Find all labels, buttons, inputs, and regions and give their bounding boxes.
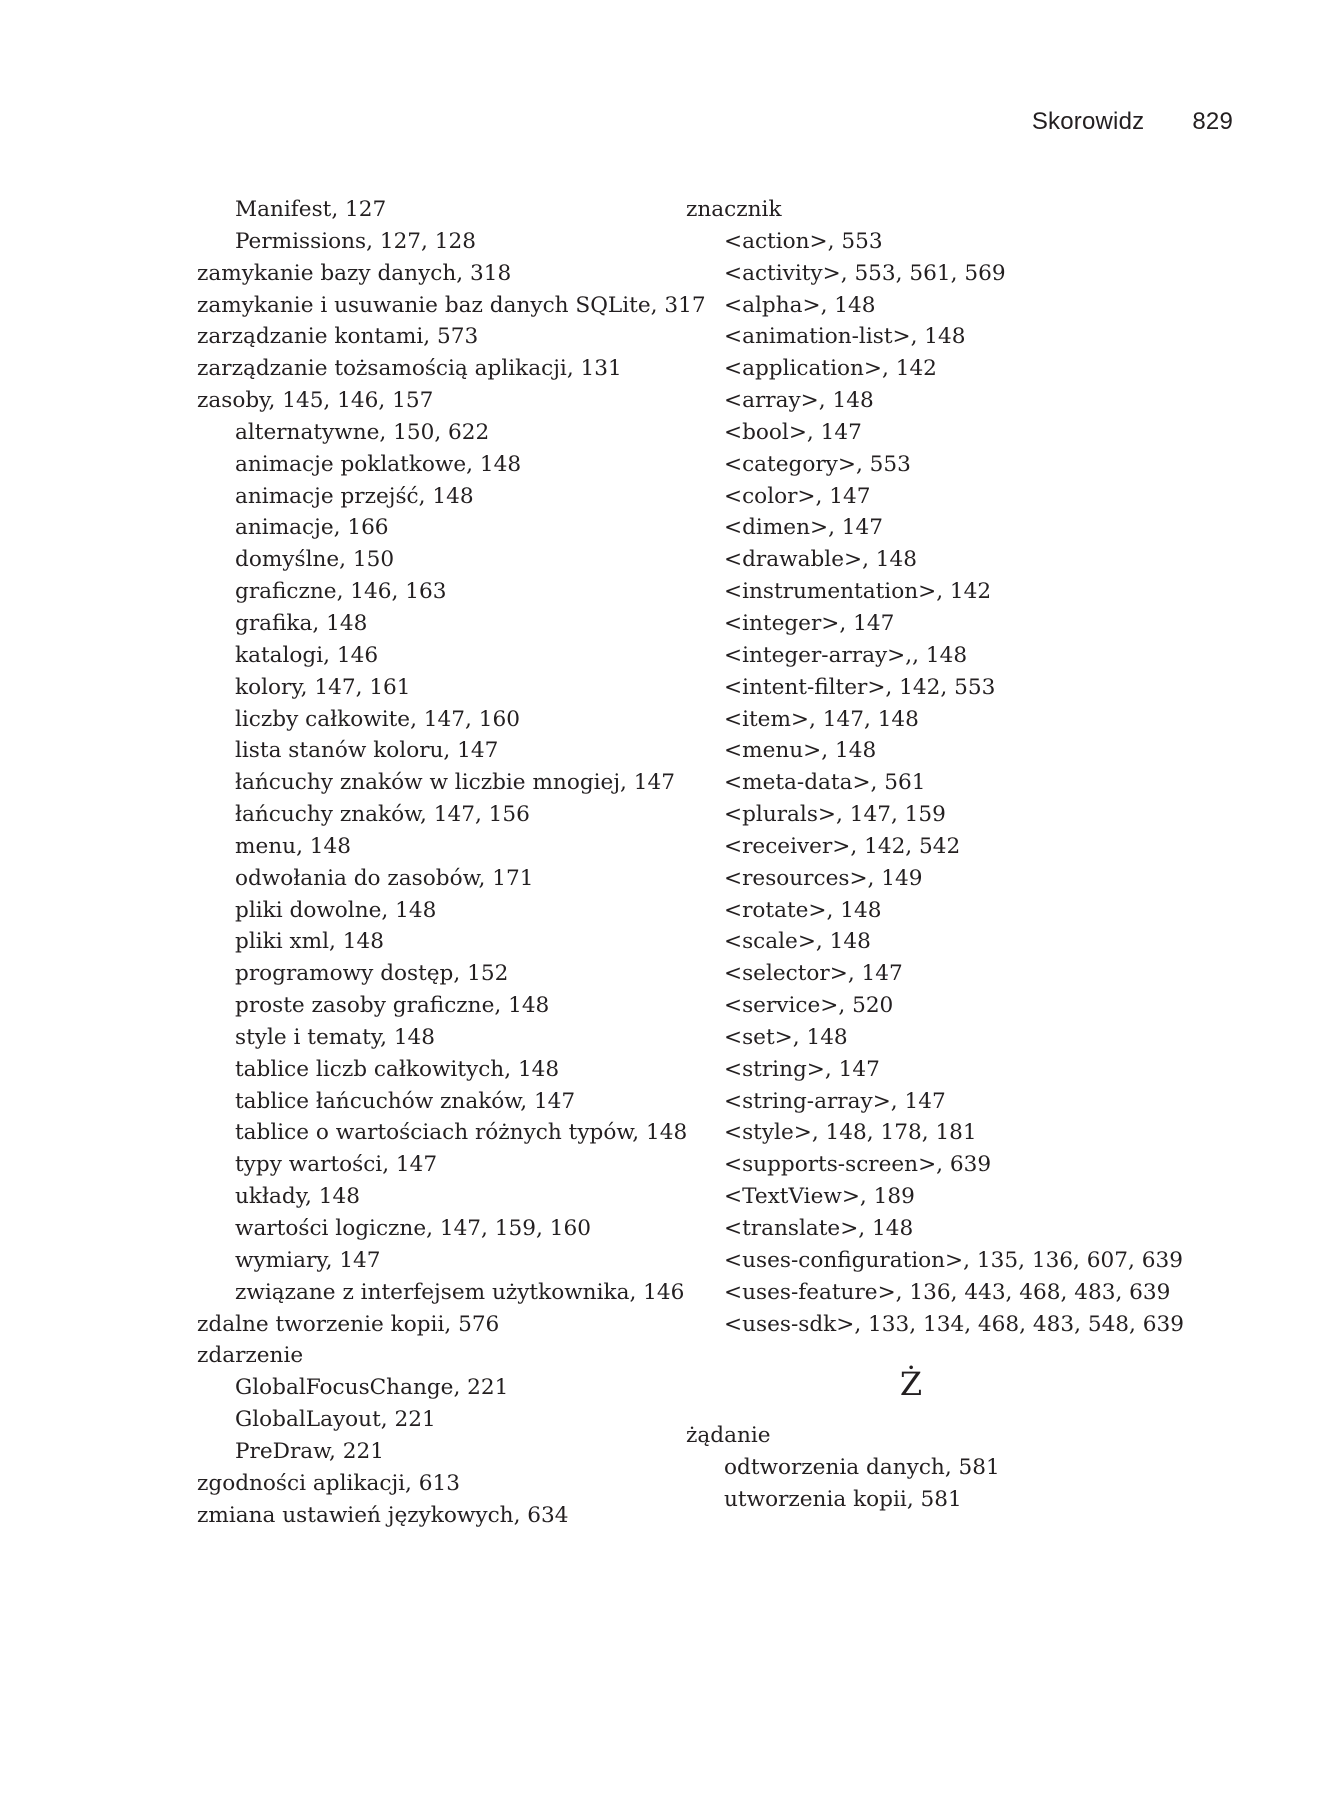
- index-subentry: proste zasoby graficzne, 148: [235, 993, 550, 1019]
- index-subentry: <action>, 553: [724, 228, 883, 254]
- index-subentry: menu, 148: [235, 833, 352, 859]
- index-subentry: łańcuchy znaków w liczbie mnogiej, 147: [235, 770, 675, 796]
- index-subentry: <plurals>, 147, 159: [724, 802, 946, 828]
- index-subentry: programowy dostęp, 152: [235, 961, 509, 987]
- index-subentry: związane z interfejsem użytkownika, 146: [235, 1279, 685, 1305]
- index-subentry: <TextView>, 189: [724, 1184, 915, 1210]
- index-subentry: <rotate>, 148: [724, 897, 882, 923]
- index-group-z: [686, 194, 1184, 1340]
- index-column-right: [686, 194, 1184, 1516]
- index-subentry: Manifest, 127: [235, 197, 387, 222]
- index-subentry: animacje, 166: [235, 515, 389, 541]
- index-subentry: <integer>, 147: [724, 610, 895, 636]
- index-entry: zarządzanie kontami, 573: [197, 324, 479, 350]
- index-subentry: domyślne, 150: [235, 547, 395, 573]
- index-subentry: typy wartości, 147: [235, 1152, 438, 1178]
- index-subentry: <drawable>, 148: [724, 547, 918, 573]
- index-subentry: katalogi, 146: [235, 642, 379, 668]
- index-subentry: tablice liczb całkowitych, 148: [235, 1056, 560, 1082]
- index-subentry: <service>, 520: [724, 993, 894, 1019]
- index-subentry: <application>, 142: [724, 356, 937, 382]
- index-subentry: tablice łańcuchów znaków, 147: [235, 1088, 576, 1114]
- section-title: Skorowidz: [1031, 108, 1145, 135]
- index-subentry: <intent-filter>, 142, 553: [724, 674, 996, 700]
- index-subentry: <resources>, 149: [724, 865, 923, 891]
- running-head: [1032, 108, 1233, 136]
- index-subentry: <alpha>, 148: [724, 292, 876, 318]
- index-subentry: <category>, 553: [724, 451, 911, 477]
- index-entry: zdarzenie: [197, 1343, 304, 1369]
- index-subentry: pliki dowolne, 148: [235, 897, 437, 923]
- index-subentry: graficzne, 146, 163: [235, 579, 447, 605]
- index-subentry: odtworzenia danych, 581: [724, 1455, 1000, 1481]
- index-subentry: <array>, 148: [724, 388, 874, 414]
- index-subentry: <string>, 147: [724, 1056, 880, 1082]
- index-subentry: style i tematy, 148: [235, 1024, 436, 1050]
- index-subentry: <item>, 147, 148: [724, 706, 919, 732]
- index-subentry: GlobalLayout, 221: [235, 1407, 436, 1433]
- index-subentry: <integer-array>,, 148: [724, 642, 968, 668]
- index-entry: zarządzanie tożsamością aplikacji, 131: [197, 356, 622, 382]
- index-subentry: alternatywne, 150, 622: [235, 419, 490, 445]
- index-subentry: <uses-configuration>, 135, 136, 607, 639: [724, 1247, 1183, 1273]
- index-subentry: <selector>, 147: [724, 961, 903, 987]
- index-entry: żądanie: [686, 1423, 771, 1449]
- index-subentry: grafika, 148: [235, 610, 368, 636]
- index-subentry: <receiver>, 142, 542: [724, 833, 961, 859]
- index-subentry: lista stanów koloru, 147: [235, 738, 499, 764]
- index-subentry: GlobalFocusChange, 221: [235, 1375, 509, 1401]
- index-subentry: animacje poklatkowe, 148: [235, 451, 522, 477]
- index-entry: zdalne tworzenie kopii, 576: [197, 1311, 500, 1337]
- index-subentry: <uses-sdk>, 133, 134, 468, 483, 548, 639: [724, 1311, 1184, 1337]
- index-subentry: tablice o wartościach różnych typów, 148: [235, 1120, 688, 1146]
- index-entry: zasoby, 145, 146, 157: [197, 388, 434, 414]
- index-subentry: <color>, 147: [724, 483, 871, 509]
- index-subentry: wartości logiczne, 147, 159, 160: [235, 1216, 591, 1241]
- index-subentry: układy, 148: [235, 1184, 360, 1210]
- index-subentry: Permissions, 127, 128: [235, 228, 476, 254]
- index-subentry: <scale>, 148: [724, 929, 871, 955]
- index-subentry: <activity>, 553, 561, 569: [724, 260, 1006, 286]
- page-number: 829: [1192, 108, 1233, 135]
- index-subentry: utworzenia kopii, 581: [724, 1487, 962, 1513]
- index-subentry: <dimen>, 147: [724, 515, 884, 541]
- index-subentry: PreDraw, 221: [235, 1438, 385, 1464]
- index-subentry: <uses-feature>, 136, 443, 468, 483, 639: [724, 1279, 1171, 1305]
- index-entry: zamykanie i usuwanie baz danych SQLite, 317: [197, 292, 706, 318]
- index-group-z-dot: [686, 1420, 1184, 1516]
- index-column-left: [197, 194, 706, 1531]
- index-subentry: odwołania do zasobów, 171: [235, 865, 534, 891]
- index-subentry: <meta-data>, 561: [724, 770, 926, 796]
- index-subentry: kolory, 147, 161: [235, 674, 411, 700]
- index-subentry: <bool>, 147: [724, 419, 862, 445]
- index-subentry: pliki xml, 148: [235, 929, 384, 955]
- index-subentry: <translate>, 148: [724, 1216, 914, 1241]
- index-subentry: <set>, 148: [724, 1024, 848, 1050]
- index-entry: zgodności aplikacji, 613: [197, 1470, 460, 1496]
- index-subentry: <style>, 148, 178, 181: [724, 1120, 977, 1146]
- index-subentry: liczby całkowite, 147, 160: [235, 706, 520, 732]
- index-subentry: łańcuchy znaków, 147, 156: [235, 802, 530, 828]
- index-subentry: animacje przejść, 148: [235, 483, 474, 509]
- index-subentry: <string-array>, 147: [724, 1088, 946, 1114]
- index-subentry: <instrumentation>, 142: [724, 579, 992, 605]
- index-subentry: <menu>, 148: [724, 738, 877, 764]
- index-entry: zmiana ustawień językowych, 634: [197, 1502, 569, 1528]
- index-subentry: <animation-list>, 148: [724, 324, 966, 350]
- section-letter-heading: Ż: [899, 1365, 923, 1404]
- index-entry: zamykanie bazy danych, 318: [197, 260, 512, 286]
- index-subentry: <supports-screen>, 639: [724, 1152, 992, 1178]
- index-entry: znacznik: [686, 197, 782, 222]
- index-subentry: wymiary, 147: [235, 1247, 381, 1273]
